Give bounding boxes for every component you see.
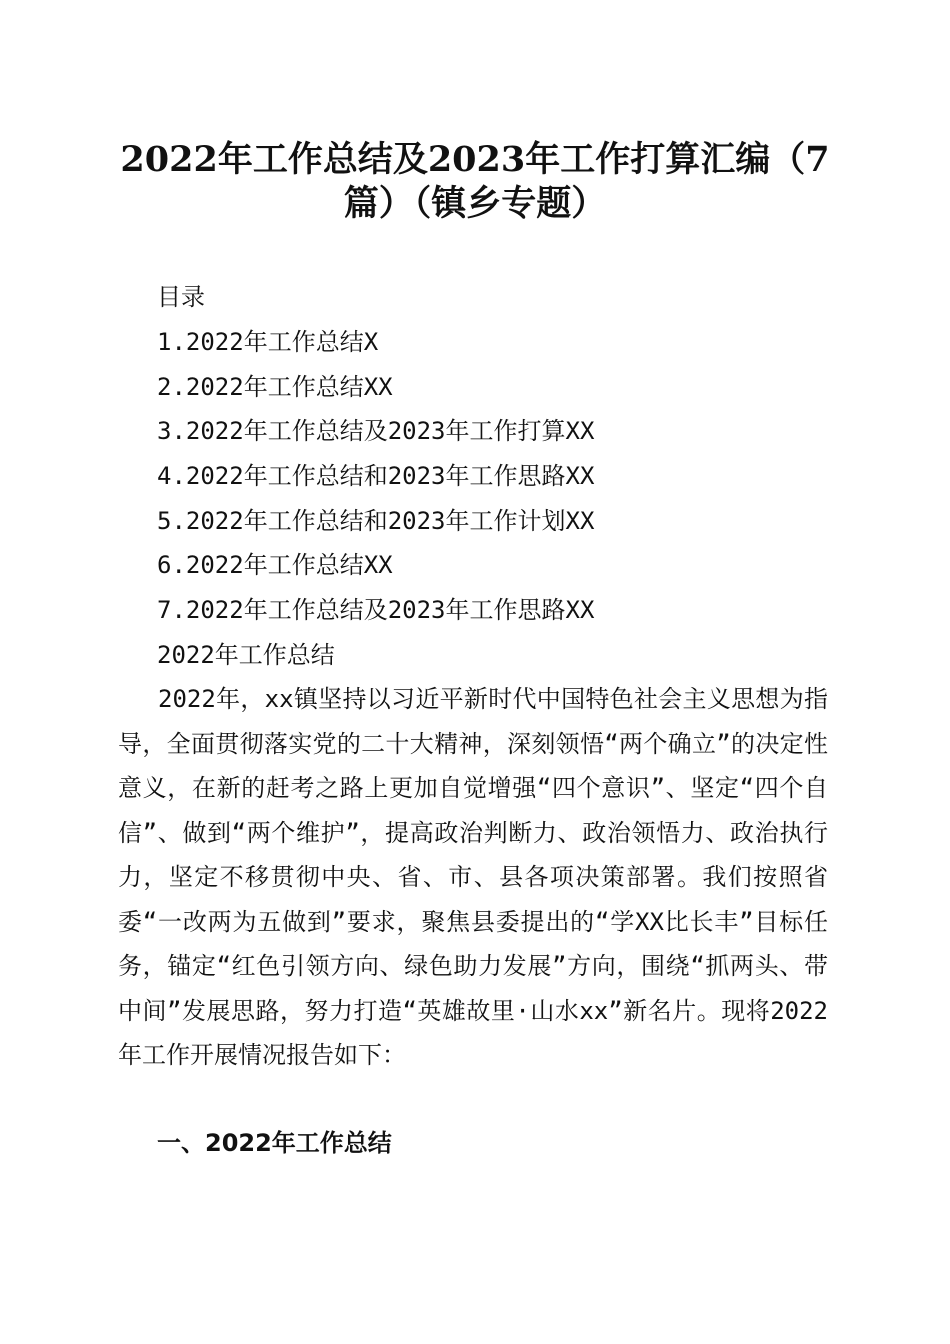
toc-item-3: 3.2022年工作总结及2023年工作打算XX [157,417,595,445]
toc-item-2: 2.2022年工作总结XX [157,373,393,401]
document-title-line-1: 2022年工作总结及2023年工作打算汇编（7 [120,139,830,180]
toc-item-5: 5.2022年工作总结和2023年工作计划XX [157,507,595,535]
toc-item-4: 4.2022年工作总结和2023年工作思路XX [157,462,595,490]
section-title: 2022年工作总结 [157,641,335,669]
toc-item-1: 1.2022年工作总结X [157,328,379,356]
toc-item-6: 6.2022年工作总结XX [157,551,393,579]
toc-item-7: 7.2022年工作总结及2023年工作思路XX [157,596,595,624]
document-title-line-2: 篇）（镇乡专题） [343,183,607,224]
body-paragraph: 2022年，xx镇坚持以习近平新时代中国特色社会主义思想为指导，全面贯彻落实党的二十大精神，深刻领悟“两个确立”的决定性意义，在新的赶考之路上更加自觉增强“四个意识”、坚定“四个自信”、做到“两个维护”，提高政治判断力、政治领悟力、政治执行力，坚定不移贯彻中央、省、市、县各项决策部署。我们按照省委“一改两为五做到”要求，聚焦县委提出的“学XX比长丰”目标任务，锚定“红色引领方向、绿色助力发展”方向，围绕“抓两头、带中间”发展思路，努力打造“英雄故里·山水xx”新名片。现将2022年工作开展情况报告如下： [118,685,828,1069]
toc-heading: 目录 [157,283,205,311]
subheading: 一、2022年工作总结 [157,1129,392,1157]
